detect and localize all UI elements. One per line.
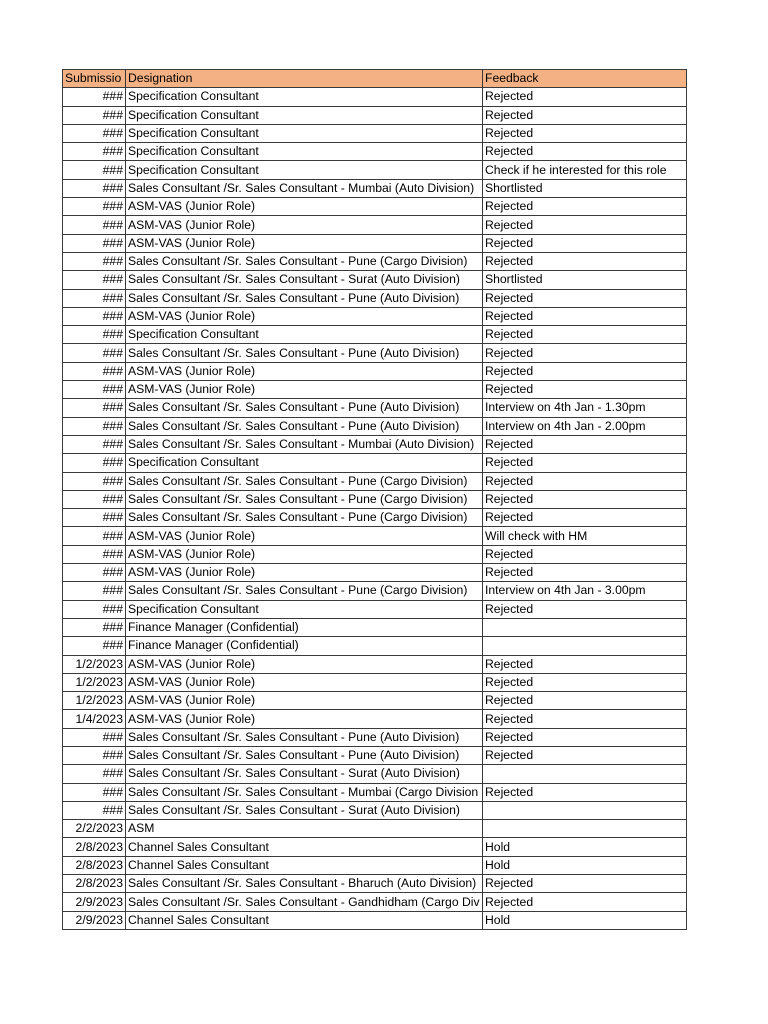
cell-designation[interactable]: ASM xyxy=(126,820,483,838)
cell-designation[interactable]: Specification Consultant xyxy=(126,600,483,618)
table-row xyxy=(63,252,687,270)
cell-submission[interactable]: ### xyxy=(63,801,126,819)
table-row xyxy=(63,289,687,307)
cell-feedback[interactable]: Interview on 4th Jan - 3.00pm xyxy=(483,582,687,600)
cell-designation[interactable]: ASM-VAS (Junior Role) xyxy=(126,307,483,325)
table-row xyxy=(63,435,687,453)
table-row xyxy=(63,692,687,710)
cell-submission[interactable]: ### xyxy=(63,143,126,161)
cell-designation[interactable]: Specification Consultant xyxy=(126,161,483,179)
table-row xyxy=(63,728,687,746)
cell-designation[interactable]: Sales Consultant /Sr. Sales Consultant - Pune (Auto Division) xyxy=(126,746,483,764)
cell-designation[interactable]: Sales Consultant /Sr. Sales Consultant - Pune (Cargo Division) xyxy=(126,252,483,270)
table-row xyxy=(63,381,687,399)
cell-designation[interactable]: ASM-VAS (Junior Role) xyxy=(126,216,483,234)
table-row xyxy=(63,564,687,582)
header-row xyxy=(63,70,687,88)
table-row xyxy=(63,307,687,325)
cell-designation[interactable]: ASM-VAS (Junior Role) xyxy=(126,710,483,728)
cell-designation[interactable]: Sales Consultant /Sr. Sales Consultant - Pune (Auto Division) xyxy=(126,289,483,307)
cell-feedback[interactable]: Rejected xyxy=(483,490,687,508)
cell-feedback[interactable]: Rejected xyxy=(483,216,687,234)
cell-designation[interactable]: Sales Consultant /Sr. Sales Consultant - Surat (Auto Division) xyxy=(126,765,483,783)
cell-feedback[interactable]: Rejected xyxy=(483,362,687,380)
table-row xyxy=(63,655,687,673)
cell-submission[interactable]: ### xyxy=(63,381,126,399)
cell-designation[interactable]: Sales Consultant /Sr. Sales Consultant - Pune (Cargo Division) xyxy=(126,490,483,508)
cell-submission[interactable]: ### xyxy=(63,618,126,636)
cell-feedback[interactable]: Rejected xyxy=(483,252,687,270)
table-row xyxy=(63,234,687,252)
cell-submission[interactable]: ### xyxy=(63,106,126,124)
cell-submission[interactable]: ### xyxy=(63,289,126,307)
cell-feedback[interactable] xyxy=(483,618,687,636)
cell-submission[interactable]: ### xyxy=(63,362,126,380)
table-row xyxy=(63,454,687,472)
cell-designation[interactable]: ASM-VAS (Junior Role) xyxy=(126,362,483,380)
cell-submission[interactable]: 2/8/2023 xyxy=(63,875,126,893)
table-row xyxy=(63,490,687,508)
cell-designation[interactable]: ASM-VAS (Junior Role) xyxy=(126,381,483,399)
cell-submission[interactable]: ### xyxy=(63,198,126,216)
cell-designation[interactable]: Specification Consultant xyxy=(126,106,483,124)
cell-submission[interactable]: ### xyxy=(63,417,126,435)
cell-submission[interactable]: ### xyxy=(63,783,126,801)
cell-feedback[interactable]: Rejected xyxy=(483,655,687,673)
cell-designation[interactable]: Sales Consultant /Sr. Sales Consultant - Pune (Cargo Division) xyxy=(126,472,483,490)
cell-feedback[interactable]: Rejected xyxy=(483,472,687,490)
table-row xyxy=(63,198,687,216)
cell-designation[interactable]: Channel Sales Consultant xyxy=(126,911,483,929)
cell-designation[interactable]: ASM-VAS (Junior Role) xyxy=(126,545,483,563)
cell-feedback[interactable]: Shortlisted xyxy=(483,271,687,289)
table-row xyxy=(63,417,687,435)
cell-designation[interactable]: Specification Consultant xyxy=(126,326,483,344)
table-row xyxy=(63,838,687,856)
table-row xyxy=(63,911,687,929)
table-row xyxy=(63,783,687,801)
cell-designation[interactable]: Sales Consultant /Sr. Sales Consultant - Gandhidham (Cargo Div xyxy=(126,893,483,911)
cell-feedback[interactable]: Rejected xyxy=(483,106,687,124)
table-row xyxy=(63,509,687,527)
cell-submission[interactable]: ### xyxy=(63,637,126,655)
cell-designation[interactable]: Specification Consultant xyxy=(126,88,483,106)
table-row xyxy=(63,820,687,838)
table-row xyxy=(63,362,687,380)
cell-submission[interactable]: ### xyxy=(63,746,126,764)
cell-feedback[interactable]: Rejected xyxy=(483,710,687,728)
cell-feedback[interactable]: Rejected xyxy=(483,454,687,472)
cell-feedback[interactable]: Rejected xyxy=(483,381,687,399)
table-row xyxy=(63,216,687,234)
cell-submission[interactable]: ### xyxy=(63,435,126,453)
cell-designation[interactable]: Sales Consultant /Sr. Sales Consultant - Mumbai (Cargo Division xyxy=(126,783,483,801)
cell-designation[interactable]: Finance Manager (Confidential) xyxy=(126,618,483,636)
cell-designation[interactable]: Sales Consultant /Sr. Sales Consultant - Pune (Auto Division) xyxy=(126,399,483,417)
cell-submission[interactable]: ### xyxy=(63,216,126,234)
header-feedback[interactable]: Feedback xyxy=(483,70,687,88)
cell-feedback[interactable]: Rejected xyxy=(483,124,687,142)
cell-designation[interactable]: Sales Consultant /Sr. Sales Consultant - Pune (Auto Division) xyxy=(126,728,483,746)
cell-feedback[interactable]: Rejected xyxy=(483,143,687,161)
cell-submission[interactable]: ### xyxy=(63,472,126,490)
cell-designation[interactable]: ASM-VAS (Junior Role) xyxy=(126,673,483,691)
cell-submission[interactable]: 1/2/2023 xyxy=(63,655,126,673)
cell-designation[interactable]: ASM-VAS (Junior Role) xyxy=(126,527,483,545)
cell-submission[interactable]: ### xyxy=(63,527,126,545)
cell-submission[interactable]: ### xyxy=(63,161,126,179)
cell-submission[interactable]: ### xyxy=(63,326,126,344)
cell-feedback[interactable]: Rejected xyxy=(483,600,687,618)
cell-designation[interactable]: ASM-VAS (Junior Role) xyxy=(126,692,483,710)
cell-feedback[interactable]: Interview on 4th Jan - 1.30pm xyxy=(483,399,687,417)
cell-submission[interactable]: 2/2/2023 xyxy=(63,820,126,838)
cell-submission[interactable]: 2/9/2023 xyxy=(63,893,126,911)
table-row xyxy=(63,600,687,618)
table-body xyxy=(63,88,687,930)
cell-designation[interactable]: ASM-VAS (Junior Role) xyxy=(126,564,483,582)
cell-submission[interactable]: ### xyxy=(63,600,126,618)
table-row xyxy=(63,179,687,197)
cell-submission[interactable]: ### xyxy=(63,252,126,270)
cell-feedback[interactable]: Rejected xyxy=(483,692,687,710)
cell-submission[interactable]: ### xyxy=(63,307,126,325)
cell-submission[interactable]: 2/8/2023 xyxy=(63,856,126,874)
cell-submission[interactable]: ### xyxy=(63,344,126,362)
cell-submission[interactable]: ### xyxy=(63,545,126,563)
table-row xyxy=(63,637,687,655)
table-row xyxy=(63,545,687,563)
cell-designation[interactable]: Channel Sales Consultant xyxy=(126,838,483,856)
cell-designation[interactable]: Sales Consultant /Sr. Sales Consultant - Bharuch (Auto Division) xyxy=(126,875,483,893)
cell-designation[interactable]: Specification Consultant xyxy=(126,143,483,161)
cell-submission[interactable]: ### xyxy=(63,124,126,142)
cell-designation[interactable]: Finance Manager (Confidential) xyxy=(126,637,483,655)
sheet-table xyxy=(62,69,687,930)
cell-feedback[interactable] xyxy=(483,801,687,819)
cell-feedback[interactable]: Hold xyxy=(483,911,687,929)
cell-feedback[interactable] xyxy=(483,820,687,838)
cell-designation[interactable]: Sales Consultant /Sr. Sales Consultant - Pune (Cargo Division) xyxy=(126,582,483,600)
table-row xyxy=(63,527,687,545)
cell-submission[interactable]: ### xyxy=(63,582,126,600)
table-row xyxy=(63,399,687,417)
cell-feedback[interactable]: Rejected xyxy=(483,893,687,911)
cell-feedback[interactable]: Rejected xyxy=(483,564,687,582)
table-row xyxy=(63,746,687,764)
cell-designation[interactable]: Sales Consultant /Sr. Sales Consultant - Mumbai (Auto Division) xyxy=(126,435,483,453)
cell-submission[interactable]: 1/4/2023 xyxy=(63,710,126,728)
cell-feedback[interactable]: Rejected xyxy=(483,509,687,527)
cell-feedback[interactable]: Rejected xyxy=(483,673,687,691)
cell-feedback[interactable] xyxy=(483,765,687,783)
cell-feedback[interactable]: Shortlisted xyxy=(483,179,687,197)
cell-designation[interactable]: ASM-VAS (Junior Role) xyxy=(126,655,483,673)
cell-feedback[interactable]: Rejected xyxy=(483,783,687,801)
cell-designation[interactable]: Sales Consultant /Sr. Sales Consultant - Pune (Auto Division) xyxy=(126,417,483,435)
table-row xyxy=(63,106,687,124)
cell-feedback[interactable]: Rejected xyxy=(483,307,687,325)
table-row xyxy=(63,893,687,911)
table-row xyxy=(63,271,687,289)
cell-feedback[interactable]: Rejected xyxy=(483,234,687,252)
cell-submission[interactable]: ### xyxy=(63,88,126,106)
cell-submission[interactable]: 1/2/2023 xyxy=(63,692,126,710)
cell-feedback[interactable]: Will check with HM xyxy=(483,527,687,545)
cell-submission[interactable]: ### xyxy=(63,179,126,197)
cell-submission[interactable]: ### xyxy=(63,234,126,252)
table-row xyxy=(63,765,687,783)
table-row xyxy=(63,344,687,362)
cell-designation[interactable]: ASM-VAS (Junior Role) xyxy=(126,234,483,252)
cell-feedback[interactable]: Rejected xyxy=(483,88,687,106)
cell-submission[interactable]: 2/9/2023 xyxy=(63,911,126,929)
cell-submission[interactable]: ### xyxy=(63,399,126,417)
cell-feedback[interactable]: Check if he interested for this role xyxy=(483,161,687,179)
table-row xyxy=(63,618,687,636)
table-row xyxy=(63,856,687,874)
cell-feedback[interactable]: Rejected xyxy=(483,545,687,563)
cell-designation[interactable]: Sales Consultant /Sr. Sales Consultant - Pune (Cargo Division) xyxy=(126,509,483,527)
cell-feedback[interactable]: Rejected xyxy=(483,344,687,362)
cell-submission[interactable]: ### xyxy=(63,454,126,472)
cell-designation[interactable]: Channel Sales Consultant xyxy=(126,856,483,874)
cell-feedback[interactable]: Hold xyxy=(483,856,687,874)
table-row xyxy=(63,472,687,490)
cell-submission[interactable]: 1/2/2023 xyxy=(63,673,126,691)
table-row xyxy=(63,875,687,893)
cell-designation[interactable]: Specification Consultant xyxy=(126,454,483,472)
cell-submission[interactable]: ### xyxy=(63,509,126,527)
cell-feedback[interactable] xyxy=(483,637,687,655)
cell-feedback[interactable]: Rejected xyxy=(483,746,687,764)
cell-designation[interactable]: Specification Consultant xyxy=(126,124,483,142)
cell-submission[interactable]: ### xyxy=(63,765,126,783)
cell-feedback[interactable]: Rejected xyxy=(483,289,687,307)
cell-designation[interactable]: Sales Consultant /Sr. Sales Consultant - Mumbai (Auto Division) xyxy=(126,179,483,197)
cell-designation[interactable]: Sales Consultant /Sr. Sales Consultant - Pune (Auto Division) xyxy=(126,344,483,362)
cell-feedback[interactable]: Rejected xyxy=(483,728,687,746)
cell-submission[interactable]: ### xyxy=(63,271,126,289)
cell-feedback[interactable]: Rejected xyxy=(483,326,687,344)
cell-feedback[interactable]: Rejected xyxy=(483,435,687,453)
header-submission[interactable]: Submissio xyxy=(63,70,126,88)
table-row xyxy=(63,710,687,728)
cell-designation[interactable]: Sales Consultant /Sr. Sales Consultant - Surat (Auto Division) xyxy=(126,271,483,289)
table-row xyxy=(63,326,687,344)
cell-feedback[interactable]: Interview on 4th Jan - 2.00pm xyxy=(483,417,687,435)
cell-submission[interactable]: ### xyxy=(63,564,126,582)
cell-designation[interactable]: ASM-VAS (Junior Role) xyxy=(126,198,483,216)
cell-feedback[interactable]: Hold xyxy=(483,838,687,856)
table-row xyxy=(63,161,687,179)
table-row xyxy=(63,801,687,819)
cell-submission[interactable]: 2/8/2023 xyxy=(63,838,126,856)
cell-feedback[interactable]: Rejected xyxy=(483,875,687,893)
table-row xyxy=(63,88,687,106)
header-designation[interactable]: Designation xyxy=(126,70,483,88)
table-row xyxy=(63,673,687,691)
cell-feedback[interactable]: Rejected xyxy=(483,198,687,216)
table-row xyxy=(63,124,687,142)
table-row xyxy=(63,143,687,161)
cell-designation[interactable]: Sales Consultant /Sr. Sales Consultant - Surat (Auto Division) xyxy=(126,801,483,819)
table-row xyxy=(63,582,687,600)
cell-submission[interactable]: ### xyxy=(63,728,126,746)
cell-submission[interactable]: ### xyxy=(63,490,126,508)
